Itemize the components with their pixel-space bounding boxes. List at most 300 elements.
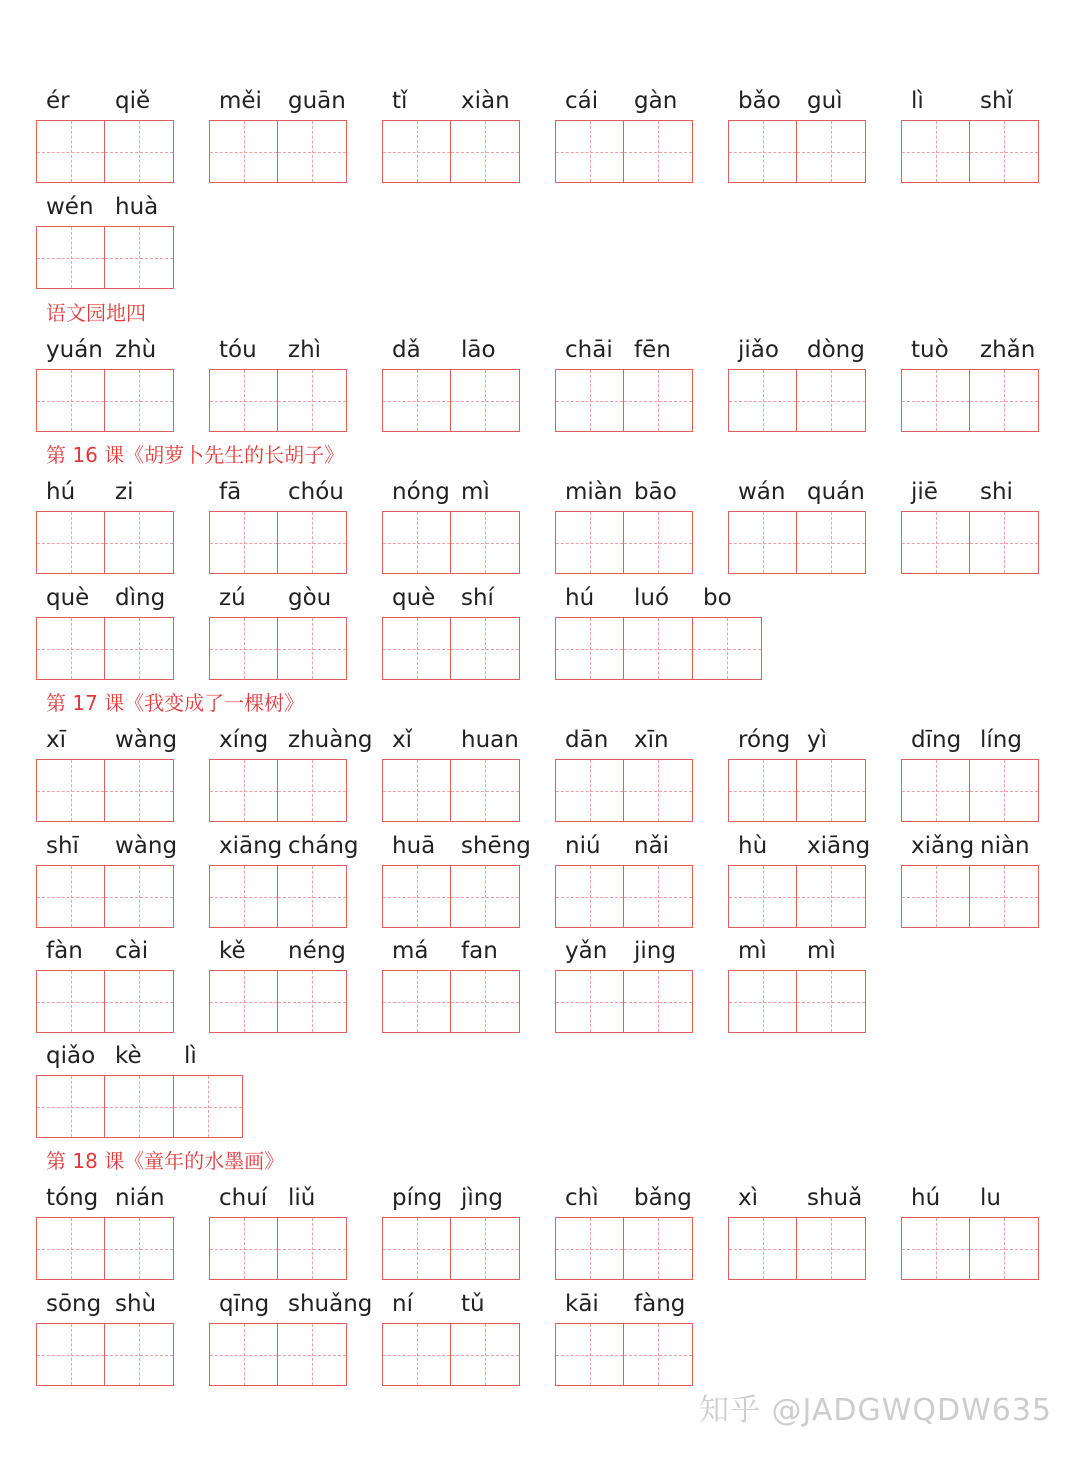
tianzige-cell[interactable]	[105, 865, 174, 928]
word-item	[36, 581, 176, 680]
pinyin-syllable: fàn	[46, 938, 83, 964]
writing-grid	[209, 865, 349, 928]
word-item	[728, 934, 868, 1033]
tianzige-cell[interactable]	[105, 120, 174, 183]
tianzige-cell[interactable]	[451, 1323, 520, 1386]
writing-grid	[555, 617, 764, 680]
pinyin-syllable: xiǎng	[911, 833, 975, 859]
writing-grid	[901, 369, 1041, 432]
writing-grid	[382, 1323, 522, 1386]
tianzige-cell[interactable]	[209, 120, 278, 183]
writing-grid	[36, 759, 176, 822]
pinyin-syllable: dòng	[807, 337, 865, 363]
word-item	[901, 723, 1041, 822]
writing-grid	[728, 1217, 868, 1280]
pinyin-syllable: shuǎ	[807, 1185, 863, 1211]
tianzige-cell[interactable]	[555, 970, 624, 1033]
tianzige-cell[interactable]	[278, 369, 347, 432]
tianzige-cell[interactable]	[382, 369, 451, 432]
tianzige-cell[interactable]	[970, 865, 1039, 928]
tianzige-cell[interactable]	[624, 970, 693, 1033]
word-item	[36, 1181, 176, 1280]
tianzige-cell[interactable]	[555, 120, 624, 183]
pinyin-syllable: nóng	[392, 479, 450, 505]
tianzige-cell[interactable]	[382, 865, 451, 928]
pinyin-syllable: yuán	[46, 337, 103, 363]
pinyin-label	[382, 1181, 522, 1217]
writing-grid	[36, 511, 176, 574]
writing-grid	[555, 1323, 695, 1386]
pinyin-label	[36, 84, 176, 120]
tianzige-cell[interactable]	[36, 1217, 105, 1280]
tianzige-cell[interactable]	[382, 1323, 451, 1386]
pinyin-syllable: jing	[634, 938, 676, 964]
tianzige-cell[interactable]	[797, 970, 866, 1033]
writing-grid	[555, 759, 695, 822]
tianzige-cell[interactable]	[278, 617, 347, 680]
word-item	[36, 1287, 176, 1386]
pinyin-syllable: tóng	[46, 1185, 99, 1211]
tianzige-cell[interactable]	[278, 759, 347, 822]
pinyin-label	[382, 829, 531, 865]
writing-grid	[555, 865, 695, 928]
pinyin-syllable: fan	[461, 938, 498, 964]
pinyin-syllable: xǐ	[392, 727, 413, 753]
tianzige-cell[interactable]	[382, 617, 451, 680]
tianzige-cell[interactable]	[693, 617, 762, 680]
pinyin-syllable: quán	[807, 479, 865, 505]
tianzige-cell[interactable]	[105, 617, 174, 680]
pinyin-label	[209, 333, 349, 369]
writing-grid	[555, 1217, 695, 1280]
tianzige-cell[interactable]	[451, 369, 520, 432]
word-item	[36, 84, 176, 183]
pinyin-label	[555, 581, 764, 617]
word-item	[555, 1287, 695, 1386]
word-item	[901, 829, 1041, 928]
pinyin-label	[901, 1181, 1041, 1217]
word-item	[209, 581, 349, 680]
pinyin-syllable: kāi	[565, 1291, 599, 1317]
tianzige-cell[interactable]	[624, 865, 693, 928]
pinyin-syllable: fēn	[634, 337, 671, 363]
pinyin-syllable: yì	[807, 727, 828, 753]
pinyin-syllable: xíng	[219, 727, 269, 753]
tianzige-cell[interactable]	[105, 226, 174, 289]
word-item	[728, 723, 868, 822]
tianzige-cell[interactable]	[174, 1075, 243, 1138]
pinyin-label	[382, 84, 522, 120]
writing-grid	[555, 369, 695, 432]
tianzige-cell[interactable]	[970, 759, 1039, 822]
writing-grid	[36, 120, 176, 183]
tianzige-cell[interactable]	[209, 369, 278, 432]
tianzige-cell[interactable]	[105, 1217, 174, 1280]
pinyin-syllable: jiē	[911, 479, 938, 505]
tianzige-cell[interactable]	[278, 120, 347, 183]
pinyin-syllable: chóu	[288, 479, 344, 505]
pinyin-syllable: shù	[115, 1291, 157, 1317]
pinyin-syllable: xiāng	[807, 833, 871, 859]
word-item	[382, 1181, 522, 1280]
pinyin-syllable: niú	[565, 833, 601, 859]
tianzige-cell[interactable]	[278, 1323, 347, 1386]
word-item	[901, 1181, 1041, 1280]
pinyin-syllable: mì	[738, 938, 767, 964]
pinyin-syllable: nǎi	[634, 833, 670, 859]
pinyin-label	[36, 1039, 245, 1075]
pinyin-syllable: què	[392, 585, 436, 611]
pinyin-syllable: qīng	[219, 1291, 270, 1317]
pinyin-syllable: liǔ	[288, 1185, 316, 1211]
pinyin-syllable: kě	[219, 938, 246, 964]
pinyin-label	[728, 829, 871, 865]
pinyin-syllable: róng	[738, 727, 791, 753]
tianzige-cell[interactable]	[382, 970, 451, 1033]
tianzige-cell[interactable]	[901, 511, 970, 574]
pinyin-label	[36, 934, 176, 970]
tianzige-cell[interactable]	[970, 511, 1039, 574]
pinyin-label	[36, 333, 176, 369]
lesson-heading: 语文园地四	[46, 301, 146, 325]
word-item	[555, 581, 764, 680]
pinyin-syllable: què	[46, 585, 90, 611]
tianzige-cell[interactable]	[728, 120, 797, 183]
pinyin-label	[728, 723, 868, 759]
pinyin-syllable: měi	[219, 88, 262, 114]
word-item	[36, 333, 176, 432]
pinyin-syllable: nián	[115, 1185, 165, 1211]
writing-grid	[728, 759, 868, 822]
tianzige-cell[interactable]	[36, 511, 105, 574]
writing-grid	[382, 369, 522, 432]
tianzige-cell[interactable]	[36, 120, 105, 183]
pinyin-syllable: hú	[565, 585, 595, 611]
pinyin-label	[36, 475, 176, 511]
tianzige-cell[interactable]	[555, 759, 624, 822]
tianzige-cell[interactable]	[901, 369, 970, 432]
tianzige-cell[interactable]	[451, 617, 520, 680]
word-item	[901, 84, 1041, 183]
pinyin-label	[555, 723, 695, 759]
pinyin-label	[382, 934, 522, 970]
tianzige-cell[interactable]	[209, 970, 278, 1033]
tianzige-cell[interactable]	[555, 1217, 624, 1280]
tianzige-cell[interactable]	[555, 369, 624, 432]
word-item	[209, 475, 349, 574]
pinyin-label	[382, 581, 522, 617]
pinyin-label	[555, 84, 695, 120]
lesson-heading: 第 18 课《童年的水墨画》	[46, 1149, 285, 1173]
pinyin-label	[555, 333, 695, 369]
tianzige-cell[interactable]	[105, 369, 174, 432]
tianzige-cell[interactable]	[451, 865, 520, 928]
tianzige-cell[interactable]	[797, 1217, 866, 1280]
tianzige-cell[interactable]	[451, 1217, 520, 1280]
tianzige-cell[interactable]	[728, 511, 797, 574]
pinyin-label	[555, 1287, 695, 1323]
pinyin-label	[728, 475, 868, 511]
pinyin-syllable: hú	[46, 479, 76, 505]
pinyin-label	[901, 84, 1041, 120]
word-item	[728, 829, 871, 928]
tianzige-cell[interactable]	[624, 1323, 693, 1386]
tianzige-cell[interactable]	[901, 759, 970, 822]
pinyin-syllable: bāo	[634, 479, 677, 505]
writing-grid	[728, 865, 868, 928]
tianzige-cell[interactable]	[728, 759, 797, 822]
tianzige-cell[interactable]	[970, 369, 1039, 432]
tianzige-cell[interactable]	[36, 759, 105, 822]
word-item	[36, 934, 176, 1033]
pinyin-label	[728, 333, 868, 369]
writing-grid	[382, 970, 522, 1033]
writing-grid	[209, 970, 349, 1033]
pinyin-syllable: xīn	[634, 727, 669, 753]
tianzige-cell[interactable]	[624, 759, 693, 822]
writing-grid	[382, 617, 522, 680]
pinyin-syllable: shī	[46, 833, 79, 859]
tianzige-cell[interactable]	[209, 617, 278, 680]
tianzige-cell[interactable]	[451, 759, 520, 822]
word-item	[728, 1181, 868, 1280]
writing-grid	[36, 1323, 176, 1386]
word-item	[36, 190, 176, 289]
tianzige-cell[interactable]	[797, 759, 866, 822]
pinyin-syllable: shi	[980, 479, 1013, 505]
pinyin-label	[382, 723, 522, 759]
tianzige-cell[interactable]	[555, 1323, 624, 1386]
writing-grid	[382, 759, 522, 822]
word-item	[209, 84, 349, 183]
writing-grid	[209, 511, 349, 574]
pinyin-syllable: xī	[46, 727, 67, 753]
tianzige-cell[interactable]	[36, 226, 105, 289]
pinyin-label	[728, 1181, 868, 1217]
tianzige-cell[interactable]	[209, 1217, 278, 1280]
pinyin-label	[36, 581, 176, 617]
tianzige-cell[interactable]	[209, 511, 278, 574]
word-item	[382, 581, 522, 680]
tianzige-cell[interactable]	[624, 120, 693, 183]
tianzige-cell[interactable]	[36, 865, 105, 928]
tianzige-cell[interactable]	[728, 970, 797, 1033]
pinyin-syllable: kè	[115, 1043, 142, 1069]
pinyin-label	[209, 84, 349, 120]
tianzige-cell[interactable]	[624, 369, 693, 432]
pinyin-syllable: huan	[461, 727, 519, 753]
tianzige-cell[interactable]	[209, 759, 278, 822]
pinyin-syllable: qiě	[115, 88, 151, 114]
pinyin-label	[901, 475, 1041, 511]
word-item	[382, 84, 522, 183]
pinyin-syllable: jiǎo	[738, 337, 779, 363]
pinyin-label	[209, 1287, 373, 1323]
pinyin-syllable: chuí	[219, 1185, 268, 1211]
pinyin-syllable: miàn	[565, 479, 623, 505]
writing-grid	[209, 120, 349, 183]
word-item	[36, 829, 176, 928]
tianzige-cell[interactable]	[624, 511, 693, 574]
pinyin-syllable: dīng	[911, 727, 962, 753]
pinyin-label	[36, 1181, 176, 1217]
pinyin-syllable: mì	[461, 479, 490, 505]
tianzige-cell[interactable]	[728, 865, 797, 928]
pinyin-label	[209, 475, 349, 511]
word-item	[36, 475, 176, 574]
pinyin-syllable: zhì	[288, 337, 322, 363]
writing-grid	[36, 1075, 245, 1138]
pinyin-label	[36, 829, 176, 865]
pinyin-syllable: lu	[980, 1185, 1001, 1211]
pinyin-syllable: shēng	[461, 833, 531, 859]
pinyin-syllable: dìng	[115, 585, 166, 611]
tianzige-cell[interactable]	[451, 511, 520, 574]
word-item	[382, 1287, 522, 1386]
tianzige-cell[interactable]	[901, 120, 970, 183]
writing-grid	[36, 970, 176, 1033]
pinyin-syllable: bo	[703, 585, 732, 611]
pinyin-syllable: cháng	[288, 833, 359, 859]
word-item	[209, 934, 349, 1033]
writing-grid	[382, 1217, 522, 1280]
pinyin-syllable: yǎn	[565, 938, 608, 964]
writing-grid	[555, 511, 695, 574]
tianzige-cell[interactable]	[209, 865, 278, 928]
pinyin-syllable: shuǎng	[288, 1291, 373, 1317]
pinyin-label	[36, 1287, 176, 1323]
tianzige-cell[interactable]	[901, 865, 970, 928]
pinyin-label	[901, 723, 1041, 759]
pinyin-label	[555, 829, 695, 865]
tianzige-cell[interactable]	[105, 1075, 174, 1138]
tianzige-cell[interactable]	[797, 369, 866, 432]
pinyin-syllable: bǎo	[738, 88, 781, 114]
pinyin-syllable: wàng	[115, 833, 178, 859]
pinyin-syllable: ér	[46, 88, 70, 114]
writing-grid	[728, 970, 868, 1033]
pinyin-syllable: gòu	[288, 585, 332, 611]
pinyin-syllable: hù	[738, 833, 768, 859]
writing-grid	[728, 120, 868, 183]
tianzige-cell[interactable]	[728, 369, 797, 432]
tianzige-cell[interactable]	[105, 511, 174, 574]
writing-grid	[209, 759, 349, 822]
pinyin-label	[555, 934, 695, 970]
pinyin-syllable: guì	[807, 88, 843, 114]
tianzige-cell[interactable]	[36, 617, 105, 680]
tianzige-cell[interactable]	[382, 511, 451, 574]
writing-grid	[36, 1217, 176, 1280]
tianzige-cell[interactable]	[555, 617, 624, 680]
tianzige-cell[interactable]	[278, 970, 347, 1033]
writing-grid	[36, 226, 176, 289]
tianzige-cell[interactable]	[105, 970, 174, 1033]
writing-grid	[209, 617, 349, 680]
tianzige-cell[interactable]	[36, 1323, 105, 1386]
tianzige-cell[interactable]	[970, 120, 1039, 183]
tianzige-cell[interactable]	[278, 865, 347, 928]
tianzige-cell[interactable]	[105, 1323, 174, 1386]
writing-grid	[209, 1323, 349, 1386]
pinyin-syllable: ní	[392, 1291, 413, 1317]
pinyin-syllable: chāi	[565, 337, 613, 363]
word-item	[382, 723, 522, 822]
tianzige-cell[interactable]	[451, 970, 520, 1033]
tianzige-cell[interactable]	[36, 970, 105, 1033]
word-item	[555, 84, 695, 183]
pinyin-label	[728, 934, 868, 970]
tianzige-cell[interactable]	[209, 1323, 278, 1386]
pinyin-label	[382, 333, 522, 369]
pinyin-syllable: zú	[219, 585, 246, 611]
pinyin-syllable: xì	[738, 1185, 759, 1211]
watermark: 知乎 @JADGWQDW635	[698, 1393, 1052, 1428]
tianzige-cell[interactable]	[36, 1075, 105, 1138]
tianzige-cell[interactable]	[728, 1217, 797, 1280]
tianzige-cell[interactable]	[278, 511, 347, 574]
writing-grid	[36, 369, 176, 432]
pinyin-label	[901, 333, 1041, 369]
tianzige-cell[interactable]	[382, 759, 451, 822]
tianzige-cell[interactable]	[36, 369, 105, 432]
pinyin-syllable: tuò	[911, 337, 949, 363]
pinyin-syllable: tóu	[219, 337, 257, 363]
tianzige-cell[interactable]	[555, 865, 624, 928]
pinyin-syllable: zhù	[115, 337, 157, 363]
pinyin-syllable: zi	[115, 479, 134, 505]
pinyin-syllable: xiàn	[461, 88, 510, 114]
tianzige-cell[interactable]	[797, 511, 866, 574]
tianzige-cell[interactable]	[901, 1217, 970, 1280]
pinyin-syllable: líng	[980, 727, 1022, 753]
tianzige-cell[interactable]	[970, 1217, 1039, 1280]
pinyin-syllable: bǎng	[634, 1185, 692, 1211]
writing-grid	[728, 369, 868, 432]
tianzige-cell[interactable]	[624, 617, 693, 680]
pinyin-syllable: xiāng	[219, 833, 283, 859]
tianzige-cell[interactable]	[797, 120, 866, 183]
tianzige-cell[interactable]	[278, 1217, 347, 1280]
tianzige-cell[interactable]	[451, 120, 520, 183]
word-item	[901, 333, 1041, 432]
tianzige-cell[interactable]	[382, 120, 451, 183]
word-item	[209, 723, 373, 822]
pinyin-syllable: wàng	[115, 727, 178, 753]
tianzige-cell[interactable]	[105, 759, 174, 822]
tianzige-cell[interactable]	[797, 865, 866, 928]
tianzige-cell[interactable]	[624, 1217, 693, 1280]
pinyin-label	[209, 581, 349, 617]
writing-grid	[382, 120, 522, 183]
pinyin-label	[382, 475, 522, 511]
pinyin-syllable: fā	[219, 479, 242, 505]
pinyin-syllable: lāo	[461, 337, 496, 363]
pinyin-label	[209, 934, 349, 970]
tianzige-cell[interactable]	[382, 1217, 451, 1280]
word-item	[555, 723, 695, 822]
writing-grid	[382, 511, 522, 574]
writing-grid	[36, 865, 176, 928]
word-item	[36, 723, 176, 822]
tianzige-cell[interactable]	[555, 511, 624, 574]
pinyin-syllable: zhǎn	[980, 337, 1036, 363]
writing-grid	[901, 511, 1041, 574]
word-item	[209, 333, 349, 432]
pinyin-syllable: fàng	[634, 1291, 686, 1317]
pinyin-syllable: niàn	[980, 833, 1030, 859]
writing-grid	[382, 865, 522, 928]
